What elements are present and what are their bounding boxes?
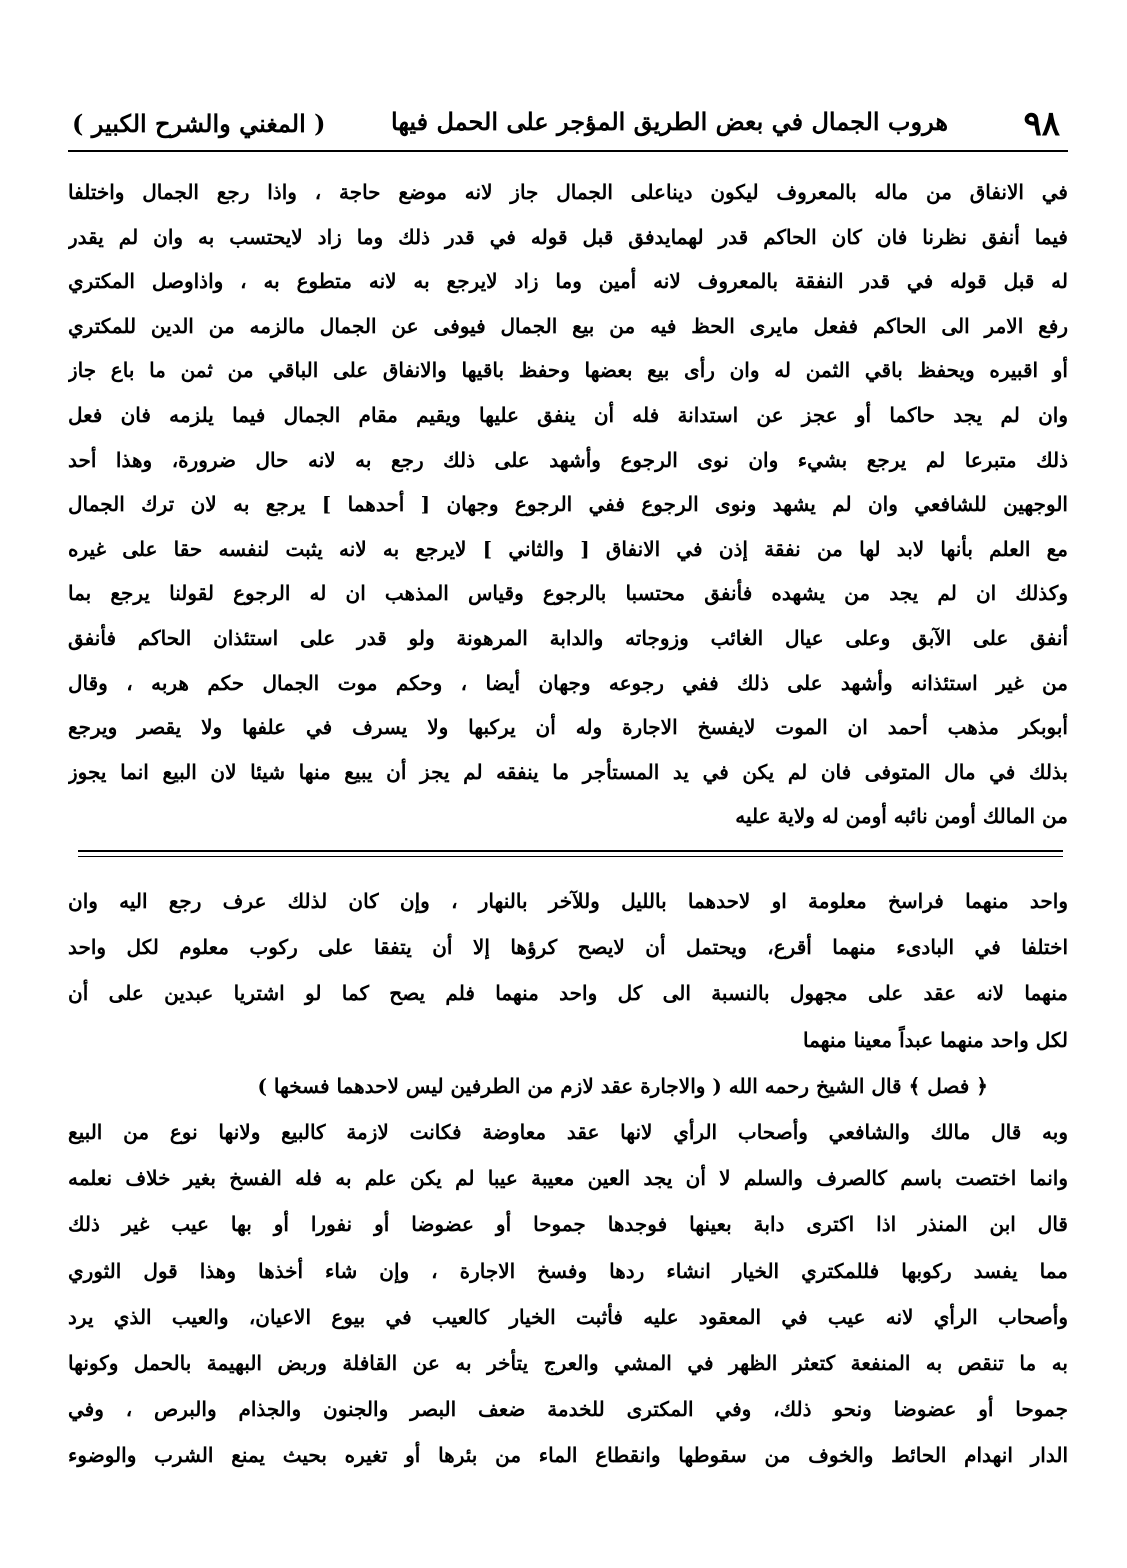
- text-line: من المالك أومن نائبه أومن له ولاية عليه: [735, 804, 1068, 829]
- text-line: رفع الامر الى الحاكم ففعل مايرى الحظ فيه من بيع الجمال فيوفى عن الجمال مالزمه من الدين للمكتري: [68, 313, 1068, 338]
- text-line: الدار انهدام الحائط والخوف من سقوطها وانقطاع الماء من بئرها أو تغيره بحيث يمنع الشرب والوضوء: [68, 1443, 1068, 1468]
- section-heading: ﴿ فصل ﴾ قال الشيخ رحمه الله ( والاجارة عقد لازم من الطرفين ليس لاحدهما فسخها ): [257, 1073, 988, 1098]
- commentary-text: [68, 878, 1068, 1478]
- text-line: أبوبكر مذهب أحمد ان الموت لايفسخ الاجارة وله أن يركبها ولا يسرف في علفها ولا يقصر ويرجع: [68, 715, 1068, 740]
- page-number: ٩٨: [1023, 104, 1060, 144]
- text-line: لكل واحد منهما عبداً معينا منهما: [803, 1027, 1068, 1052]
- text-line: وأصحاب الرأي لانه عيب في المعقود عليه فأثبت الخيار كالعيب في بيوع الاعيان، والعيب الذي يرد: [68, 1304, 1068, 1329]
- main-text: [68, 170, 1068, 839]
- page-header: [68, 88, 1068, 150]
- book-title: ( المغني والشرح الكبير ): [72, 109, 326, 138]
- text-line: فيما أنفق نظرنا فان كان الحاكم قدر لهمايدفق قبل قوله في قدر ذلك وما زاد لايحتسب به وان لم يقدر: [68, 224, 1068, 249]
- text-line: اختلفا في البادىء منهما أقرع، ويحتمل أن لايصح كرؤها إلا أن يتفقا على ركوب معلوم لكل واحد: [68, 935, 1068, 960]
- text-line: واحد منهما فراسخ معلومة او لاحدهما بالليل وللآخر بالنهار ، وإن كان لذلك عرف رجع اليه وان: [68, 889, 1068, 913]
- text-line: وان لم يجد حاكما أو عجز عن استدانة فله أن ينفق عليها ويقيم مقام الجمال فيما يلزمه فان فعل: [68, 402, 1068, 427]
- text-line: وكذلك ان لم يجد من يشهده فأنفق محتسبا بالرجوع وقياس المذهب ان له الرجوع لقولنا يرجع بما: [68, 581, 1068, 606]
- text-line: بذلك في مال المتوفى فان لم يكن في يد المستأجر ما ينفقه لم يجز أن يبيع منها شيئا لان البيع انما يجوز: [68, 759, 1068, 784]
- section-divider: [78, 850, 1063, 852]
- header-rule: [68, 150, 1068, 152]
- text-line: وبه قال مالك والشافعي وأصحاب الرأي لانها عقد معاوضة فكانت لازمة كالبيع ولانها نوع من البيع: [68, 1119, 1068, 1144]
- text-line: أنفق على الآبق وعلى عيال الغائب وزوجاته والدابة المرهونة ولو قدر على استئذان الحاكم فأنفق: [68, 625, 1068, 650]
- text-line: أو اقبيره ويحفظ باقي الثمن له وان رأى بيع بعضها وحفظ باقيها والانفاق على الباقي من ثمن ما باع جاز: [68, 358, 1068, 383]
- text-line: من غير استئذانه وأشهد على ذلك ففي رجوعه وجهان أيضا ، وحكم موت الجمال حكم هربه ، وقال: [68, 670, 1068, 695]
- text-line: له قبل قوله في قدر النفقة بالمعروف لانه أمين وما زاد لايرجع به لانه متطوع به ، واذاوصل المكتري: [68, 269, 1068, 294]
- book-page: [68, 88, 1068, 1488]
- text-line: جموحا أو عضوضا ونحو ذلك، وفي المكترى للخدمة ضعف البصر والجنون والجذام والبرص ، وفي: [68, 1397, 1068, 1422]
- text-line: مع العلم بأنها لابد لها من نفقة إذن في الانفاق [ والثاني ] لايرجع به لانه يثبت لنفسه حقا على غيره: [68, 536, 1068, 561]
- running-title: هروب الجمال في بعض الطريق المؤجر على الحمل فيها: [391, 107, 948, 136]
- text-line: مما يفسد ركوبها فللمكتري الخيار انشاء ردها وفسخ الاجارة ، وإن شاء أخذها وهذا قول الثوري: [68, 1258, 1068, 1283]
- text-line: في الانفاق من ماله بالمعروف ليكون ديناعلى الجمال جاز لانه موضع حاجة ، واذا رجع الجمال واختلفا: [68, 180, 1068, 204]
- text-line: الوجهين للشافعي وان لم يشهد ونوى الرجوع ففي الرجوع وجهان [ أحدهما ] يرجع به لان ترك الجمال: [68, 492, 1068, 517]
- text-line: منهما لانه عقد على مجهول بالنسبة الى كل واحد منهما فلم يصح كما لو اشتريا عبدين على أن: [68, 981, 1068, 1006]
- section-divider: [78, 856, 1063, 857]
- text-line: قال ابن المنذر اذا اكترى دابة بعينها فوجدها جموحا أو عضوضا أو نفورا أو بها عيب غير ذلك: [68, 1212, 1068, 1237]
- text-line: به ما تنقص به المنفعة كتعثر الظهر في المشي والعرج يتأخر به عن القافلة وربض البهيمة بالحمل وكونها: [68, 1350, 1068, 1375]
- text-line: ذلك متبرعا لم يرجع بشيء وان نوى الرجوع وأشهد على ذلك رجع به لانه حال ضرورة، وهذا أحد: [68, 447, 1068, 472]
- text-line: وانما اختصت باسم كالصرف والسلم لا أن يجد العين معيبة عيبا لم يكن علم به فله الفسخ بغير خلاف نعلمه: [68, 1166, 1068, 1191]
